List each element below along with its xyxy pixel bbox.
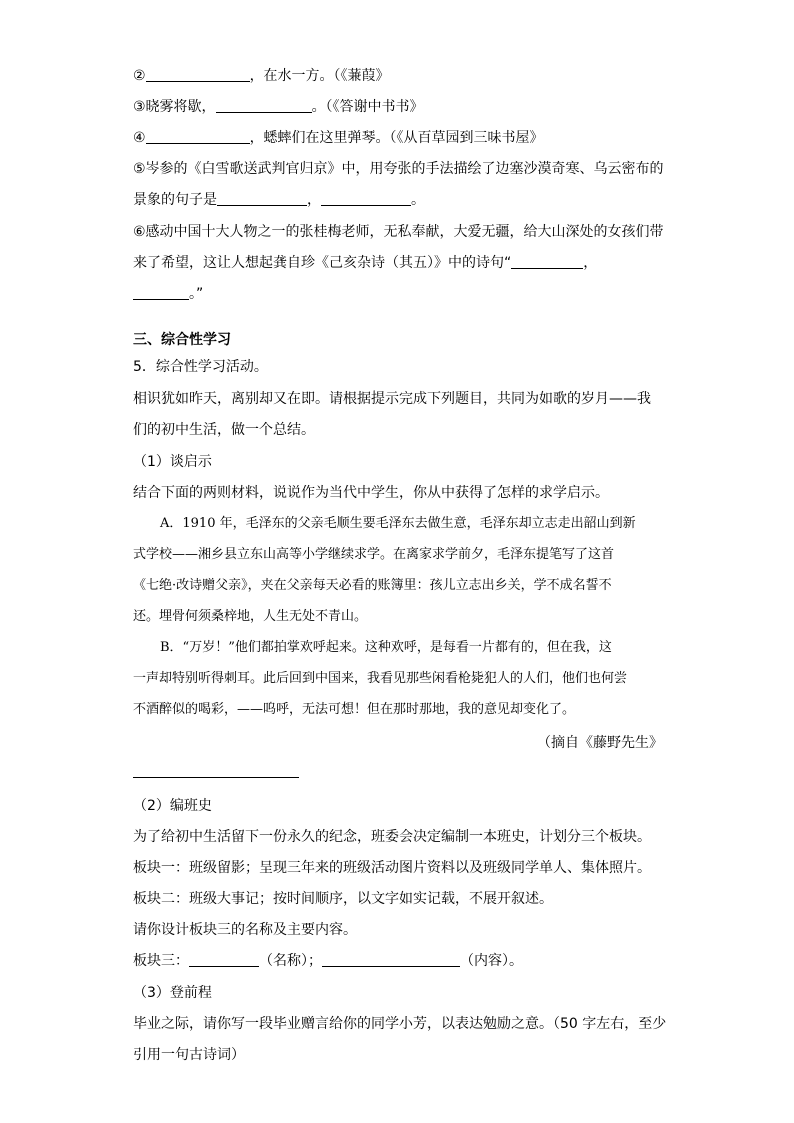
part1-title: （1）谈启示 bbox=[133, 454, 212, 470]
question-number: ② bbox=[133, 68, 146, 84]
material-a-line: 还。埋骨何须桑梓地，人生无处不青山。 bbox=[133, 609, 368, 624]
name-hint: （名称）； bbox=[259, 953, 322, 969]
question-text: ， bbox=[307, 192, 321, 208]
answer-blank[interactable] bbox=[133, 285, 189, 300]
answer-blank[interactable] bbox=[146, 67, 250, 82]
section-heading: 三、综合性学习 bbox=[133, 332, 231, 348]
answer-blank[interactable] bbox=[321, 191, 411, 206]
block-label: 板块三： bbox=[133, 953, 189, 969]
question-text: 。 bbox=[411, 192, 425, 208]
question-text: 来了希望，这让人想起龚自珍《己亥杂诗（其五）》中的诗句“ bbox=[133, 255, 512, 271]
fill-question-6-line1: ⑥感动中国十大人物之一的张桂梅老师，无私奉献，大爱无疆，给大山深处的女孩们带 bbox=[133, 224, 664, 240]
source-citation: （摘自《藤野先生》 bbox=[537, 735, 663, 751]
material-a-line: A．1910 年，毛泽东的父亲毛顺生要毛泽东去做生意，毛泽东却立志走出韶山到新 bbox=[160, 516, 636, 531]
question-number: ④ bbox=[133, 130, 146, 146]
part3-line-1: 毕业之际，请你写一段毕业赠言给你的同学小芳，以表达勉励之意。（50 字左右，至少 bbox=[133, 1016, 667, 1032]
part2-line-5 bbox=[133, 951, 523, 971]
question-text: ，在水一方。（《蒹葭》 bbox=[249, 68, 390, 84]
part3-line-2: 引用一句古诗词） bbox=[133, 1047, 245, 1063]
question-text: ， bbox=[583, 255, 598, 271]
question-text: 景象的句子是 bbox=[133, 192, 217, 208]
part3-title: （3）登前程 bbox=[133, 985, 212, 1001]
intro-line-1: 相识犹如昨天，离别却又在即。请根据提示完成下列题目，共同为如歌的岁月——我 bbox=[133, 391, 651, 407]
answer-blank[interactable] bbox=[216, 98, 312, 113]
content-hint: （内容）。 bbox=[460, 953, 523, 969]
material-b-line: B．“万岁！”他们都拍掌欢呼起来。这种欢呼，是每看一片都有的，但在我，这 bbox=[160, 640, 612, 655]
part2-line-1: 为了给初中生活留下一份永久的纪念，班委会决定编制一本班史，计划分三个板块。 bbox=[133, 829, 651, 845]
intro-line-2: 们的初中生活，做一个总结。 bbox=[133, 422, 315, 438]
question-text: ，蟋蟀们在这里弹琴。（《从百草园到三味书屋》 bbox=[249, 130, 544, 146]
fill-question-3 bbox=[133, 97, 424, 117]
part2-line-4: 请你设计板块三的名称及主要内容。 bbox=[133, 922, 357, 938]
answer-blank[interactable] bbox=[146, 129, 250, 144]
part2-title: （2）编班史 bbox=[133, 798, 212, 814]
material-b-line: 一声却特别听得刺耳。此后回到中国来，我看见那些闲看枪毙犯人的人们，他们也何尝 bbox=[133, 671, 628, 686]
fill-question-5-line1: ⑤岑参的《白雪歌送武判官归京》中，用夸张的手法描绘了边塞沙漠奇寒、乌云密布的 bbox=[133, 161, 664, 177]
fill-question-6-line3 bbox=[133, 284, 203, 304]
answer-rule bbox=[133, 777, 299, 778]
material-b-line: 不酒醉似的喝彩，——呜呼，无法可想！但在那时那地，我的意见却变化了。 bbox=[133, 702, 576, 717]
part1-prompt: 结合下面的两则材料，说说作为当代中学生，你从中获得了怎样的求学启示。 bbox=[133, 485, 609, 501]
question-text: 。（《答谢中书书》 bbox=[311, 99, 424, 115]
answer-blank[interactable] bbox=[511, 254, 583, 269]
answer-blank[interactable] bbox=[189, 952, 259, 967]
material-a-line: 式学校——湘乡县立东山高等小学继续求学。在离家求学前夕，毛泽东提笔写了这首 bbox=[133, 547, 615, 562]
answer-blank[interactable] bbox=[217, 191, 307, 206]
answer-blank[interactable] bbox=[322, 952, 460, 967]
fill-question-4 bbox=[133, 128, 544, 148]
part2-line-2: 板块一：班级留影；呈现三年来的班级活动图片资料以及班级同学单人、集体照片。 bbox=[133, 860, 651, 876]
part2-line-3: 板块二：班级大事记；按时间顺序，以文字如实记载，不展开叙述。 bbox=[133, 891, 553, 907]
question-title: 5．综合性学习活动。 bbox=[133, 359, 268, 375]
fill-question-5-line2 bbox=[133, 190, 425, 210]
fill-question-6-line2 bbox=[133, 253, 597, 273]
fill-question-2 bbox=[133, 66, 390, 86]
question-text: ③晓雾将歇， bbox=[133, 99, 216, 115]
question-text: 。” bbox=[189, 286, 204, 302]
material-a-line: 《七绝·改诗赠父亲》，夹在父亲每天必看的账簿里：孩儿立志出乡关，学不成名誓不 bbox=[133, 578, 612, 593]
